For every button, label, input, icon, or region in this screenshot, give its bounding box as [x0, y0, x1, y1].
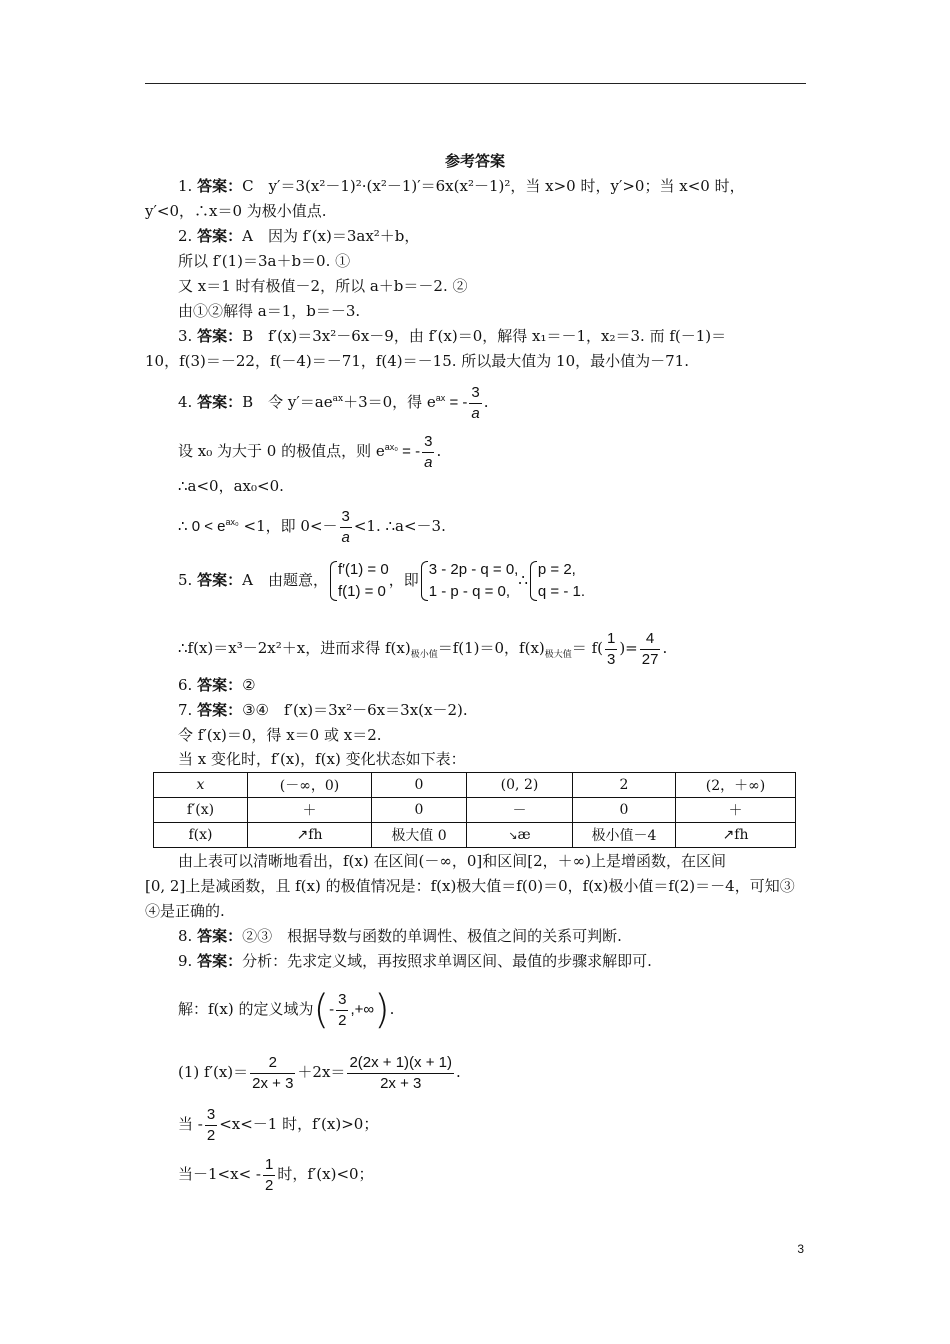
q4-line2-eq: = -: [398, 443, 421, 460]
table-cell: －: [467, 798, 573, 823]
q7-line2: 令 f′(x)＝0，得 x＝0 或 x＝2.: [178, 726, 382, 744]
denominator: 2x + 3: [252, 1074, 294, 1092]
q4-line4: [178, 500, 446, 549]
system-row: f(1) = 0: [337, 583, 386, 600]
denominator: 27: [641, 650, 659, 668]
domain-upper: ,+∞: [350, 1001, 375, 1018]
denominator: 2x + 3: [380, 1074, 422, 1092]
answer-label: 答案：: [197, 227, 243, 245]
table-cell: 极小值－4: [573, 823, 676, 848]
system-row: p = 2,: [537, 561, 576, 578]
cell-text: æ: [517, 827, 531, 843]
q4-line3: ∴a<0，ax₀<0.: [178, 477, 284, 495]
subscript-max: 极大值: [544, 650, 572, 660]
subscript-min: 极小值: [410, 650, 438, 660]
table-row: [154, 773, 796, 798]
q8-number: 8.: [178, 927, 193, 945]
table-cell: 0: [372, 773, 467, 798]
table-cell: x: [154, 773, 248, 798]
answer-label: 答案：: [197, 952, 243, 970]
fraction: [422, 432, 434, 473]
table-cell: 0: [372, 798, 467, 823]
q6-number: 6.: [178, 676, 193, 694]
q7-number: 7.: [178, 701, 193, 719]
q2-line1: [178, 225, 419, 247]
table-cell: [248, 823, 372, 848]
q5-number: 5.: [178, 571, 193, 589]
arrow-down-right-icon: ↘: [508, 829, 518, 842]
fraction: [605, 629, 617, 670]
fraction: [640, 629, 661, 670]
q4-text: B 令 y′＝ae: [242, 393, 333, 411]
numerator: 2(2x + 1)(x + 1): [347, 1053, 454, 1074]
q7-line1: [178, 699, 468, 721]
q8-line: [178, 925, 622, 947]
page-title: 参考答案: [444, 152, 505, 170]
fraction: [250, 1053, 295, 1094]
answer-label: 答案：: [197, 177, 243, 195]
numerator: 2: [250, 1053, 295, 1074]
table-cell: [467, 823, 573, 848]
fraction: [469, 383, 481, 424]
table-cell: (2，＋∞): [676, 773, 796, 798]
fraction: [205, 1105, 217, 1146]
equation-system-1: [328, 559, 389, 603]
equation-system-2: [419, 559, 519, 603]
q4-line2-text: 设 x₀ 为大于 0 的极值点，则 e: [178, 442, 385, 460]
q4-line4-tail: <1. ∴a<－3.: [353, 517, 446, 535]
table-cell: 极大值 0: [372, 823, 467, 848]
q4-line4-text: ∴ 0 < e: [178, 518, 226, 535]
system-row: 1 - p - q = 0,: [428, 583, 511, 600]
system-row: q = - 1.: [537, 583, 586, 600]
q9-part3-text: 当－1<x< -: [178, 1165, 261, 1183]
q9-part3-tail: 时，f′(x)<0；: [277, 1165, 374, 1183]
numerator: 3: [469, 383, 481, 404]
q7-after3: ④是正确的.: [145, 902, 225, 920]
answer-label: 答案：: [197, 571, 243, 589]
q8-text: ②③ 根据导数与函数的单调性、极值之间的关系可判断.: [242, 927, 622, 945]
table-cell: f(x): [154, 823, 248, 848]
table-cell: (0, 2): [467, 773, 573, 798]
q9-part1: [178, 1050, 461, 1094]
table-cell: [676, 823, 796, 848]
q5-line2-f: ＝ f(: [571, 639, 603, 657]
fraction: [340, 507, 352, 548]
numerator: 1: [605, 629, 617, 650]
q7-after1: 由上表可以清晰地看出，f(x) 在区间(－∞，0]和区间[2，＋∞)上是增函数，在区间: [178, 852, 726, 870]
numerator: 4: [640, 629, 661, 650]
q9-part2: [178, 1102, 378, 1146]
q3-number: 3.: [178, 327, 193, 345]
q4-line1: 4. 答案：B 令 $y'=ae^{ax}+3=0$，得 $e^{ax}$ = - $\frac{3}{a}$ .: [178, 383, 489, 422]
denominator: a: [471, 404, 480, 422]
denominator: a: [424, 453, 433, 471]
fraction: [336, 990, 348, 1031]
q4-text-mid: ＋3＝0，得 e: [343, 393, 436, 411]
right-paren: ): [374, 987, 390, 1033]
q9-part3: [178, 1152, 374, 1196]
system-row: f′(1) = 0: [337, 561, 389, 578]
q9-part2-tail: <x<－1 时，f′(x)>0；: [219, 1115, 379, 1133]
q5-line2-eq: )=: [619, 639, 638, 657]
answer-label: 答案：: [197, 393, 243, 411]
numerator: 3: [422, 432, 434, 453]
minus-sign: -: [329, 1001, 335, 1018]
q9-domain-line: [178, 985, 394, 1034]
denominator: a: [341, 528, 350, 546]
cell-text: fh: [734, 827, 749, 843]
q9-part1-mid: ＋2x＝: [297, 1063, 346, 1081]
q4-number: 4.: [178, 393, 193, 411]
q1-line1: [178, 175, 745, 197]
q9-domain-text: 解：f(x) 的定义域为: [178, 1000, 314, 1018]
q9-text: 分析：先求定义域，再按照求单调区间、最值的步骤求解即可.: [242, 952, 652, 970]
q9-line1: [178, 950, 652, 972]
equation-system-3: [528, 559, 585, 603]
answer-label: 答案：: [197, 701, 243, 719]
q2-text: A 因为 f′(x)＝3ax²＋b，: [242, 227, 420, 245]
answer-label: 答案：: [197, 927, 243, 945]
q4-line2: 设 x₀ 为大于 0 的极值点，则 $e^{ax_0}$ = - $\frac{3}{a}$ .: [178, 432, 442, 471]
q1-text: C y′＝3(x²－1)²·(x²－1)′＝6x(x²－1)²，当 x>0 时，y′>0；当 x<0 时，: [242, 177, 745, 195]
q5-text: A 由题意，: [242, 571, 328, 589]
q4-line4-exponent: ax₀: [225, 517, 239, 527]
q3-text: B f′(x)＝3x²－6x－9，由 f′(x)＝0，解得 x₁＝－1，x₂＝3. 而 f(－1)＝: [242, 327, 727, 345]
q2-line3: 又 x＝1 时有极值－2，所以 a＋b＝－2. ②: [178, 277, 468, 295]
q5-line1: [178, 558, 585, 603]
q7-after2: [0, 2]上是减函数，且 f(x) 的极值情况是：f(x)极大值＝f(0)＝0，f(x)极小值＝f(2)＝－4，可知③: [145, 877, 795, 895]
q1-line2: y′<0，∴x＝0 为极小值点.: [145, 202, 327, 220]
q7-line3: 当 x 变化时，f′(x)，f(x) 变化状态如下表：: [178, 750, 466, 768]
q7-text: ③④ f′(x)＝3x²－6x＝3x(x－2).: [242, 701, 468, 719]
denominator: 2: [264, 1176, 274, 1194]
system-row: 3 - 2p - q = 0,: [428, 561, 519, 578]
q3-line1: [178, 325, 726, 347]
q9-number: 9.: [178, 952, 193, 970]
arrow-up-right-icon: ↗: [722, 827, 735, 843]
q9-part2-text: 当 -: [178, 1115, 203, 1133]
fraction: [263, 1155, 275, 1196]
numerator: 3: [336, 990, 348, 1011]
q3-line2: 10，f(3)＝－22，f(－4)＝－71，f(4)＝－15. 所以最大值为 10，最小值为－71.: [145, 352, 689, 370]
arrow-up-right-icon: ↗: [296, 827, 309, 843]
table-cell: f′(x): [154, 798, 248, 823]
variation-table: [153, 772, 796, 848]
q4-eq: = -: [445, 394, 468, 411]
fraction: [347, 1053, 454, 1094]
q6-line: [178, 674, 256, 696]
period: .: [455, 1063, 461, 1081]
q2-line2: 所以 f′(1)＝3a＋b＝0. ①: [178, 252, 351, 270]
table-cell: ＋: [676, 798, 796, 823]
q1-number: 1.: [178, 177, 193, 195]
q5-line2: ∴f(x)＝x³－2x²＋x，进而求得 $f(x)_{极小值}=f(1)=0$，$f(x)_{极大值}= f$( $\frac{1}{3}$ )= $\frac{4}{27}$ .: [178, 629, 668, 668]
left-paren: (: [313, 987, 330, 1033]
q5-mid: ，即: [388, 571, 419, 589]
period: .: [389, 1000, 395, 1018]
q4-exponent-2: ax: [435, 393, 446, 403]
table-cell: ＋: [248, 798, 372, 823]
header-rule: [145, 83, 806, 84]
q2-line4: 由①②解得 a＝1，b＝－3.: [178, 302, 361, 320]
q9-part1-text: (1) f′(x)＝: [178, 1063, 249, 1081]
q6-text: ②: [242, 676, 256, 694]
q4-line2-exponent: ax₀: [384, 442, 398, 452]
table-row: [154, 823, 796, 848]
q4-exponent: ax: [332, 394, 344, 404]
therefore-symbol: ∴: [518, 571, 528, 589]
numerator: 1: [263, 1155, 275, 1176]
q5-line2-text: ∴f(x)＝x³－2x²＋x，进而求得 f(x): [178, 639, 411, 657]
table-row: [154, 798, 796, 823]
numerator: 3: [205, 1105, 217, 1126]
page-number: 3: [797, 1242, 804, 1256]
denominator: 3: [606, 650, 616, 668]
table-cell: (－∞，0): [248, 773, 372, 798]
table-cell: 2: [573, 773, 676, 798]
cell-text: fh: [308, 827, 323, 843]
answer-label: 答案：: [197, 676, 243, 694]
denominator: 2: [206, 1126, 216, 1144]
numerator: 3: [340, 507, 352, 528]
q5-line2-mid: ＝f(1)＝0，f(x): [437, 639, 545, 657]
table-cell: 0: [573, 798, 676, 823]
q4-line4-mid: <1，即 0<－: [238, 517, 338, 535]
q2-number: 2.: [178, 227, 193, 245]
answer-label: 答案：: [197, 327, 243, 345]
denominator: 2: [338, 1011, 347, 1029]
